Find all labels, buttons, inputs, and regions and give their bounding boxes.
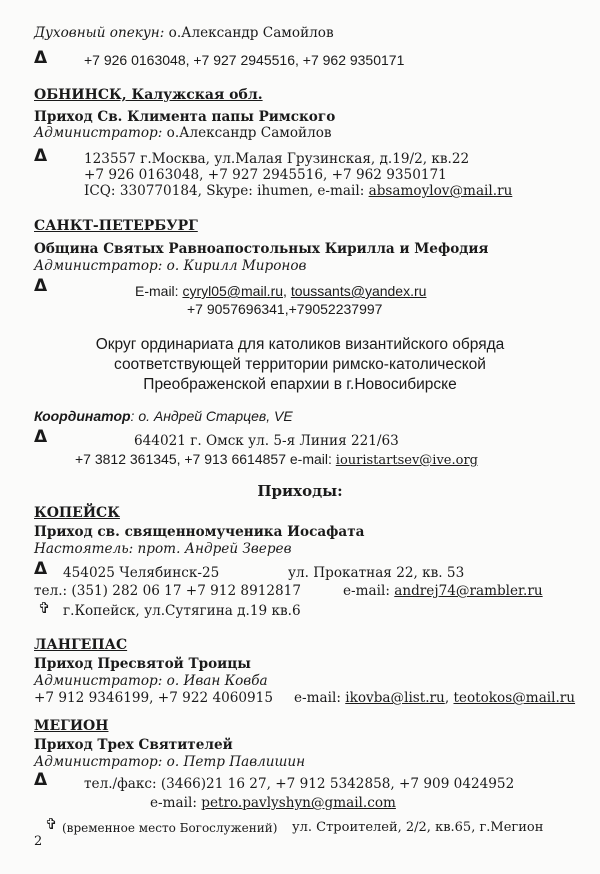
langepas-email-label: e-mail: — [294, 690, 341, 706]
megion-email-link[interactable]: petro.pavlyshyn@gmail.com — [201, 795, 396, 811]
obninsk-admin-line — [34, 125, 332, 141]
langepas-heading: ЛАНГЕПАС — [34, 637, 128, 653]
spb-admin-line: Администратор: о. Кирилл Миронов — [34, 258, 307, 274]
contact-delta-icon: Δ — [34, 276, 48, 296]
obninsk-phones: +7 926 0163048, +7 927 2945516, +7 962 9350171 — [84, 167, 447, 183]
coordinator-label: Координатор — [34, 408, 131, 424]
coordinator-email-link[interactable]: iouristartsev@ive.org — [335, 453, 478, 468]
kopeysk-email-line — [343, 583, 543, 599]
kopeysk-heading: КОПЕЙСК — [34, 505, 120, 521]
langepas-phones: +7 912 9346199, +7 922 4060915 — [34, 690, 273, 706]
church-cross-icon: ✞ — [38, 599, 51, 617]
coordinator-address: 644021 г. Омск ул. 5-я Линия 221/63 — [134, 433, 399, 449]
obninsk-heading: ОБНИНСК, Калужская обл. — [34, 87, 263, 103]
contact-delta-icon: Δ — [34, 427, 48, 447]
megion-email-label: e-mail: — [150, 795, 197, 811]
obninsk-contacts-prefix: ICQ: 330770184, Skype: ihumen, e-mail: — [84, 183, 365, 199]
obninsk-contacts — [84, 183, 512, 199]
spiritual-name: о.Александр Самойлов — [168, 25, 334, 41]
contact-delta-icon: Δ — [34, 770, 48, 790]
ordinariate-line-2: соответствующей территории римско-католической — [114, 356, 486, 373]
megion-heading: МЕГИОН — [34, 718, 109, 734]
megion-phones: тел./факс: (3466)21 16 27, +7 912 5342858, +7 909 0424952 — [84, 776, 515, 792]
coordinator-contacts — [75, 451, 478, 469]
obninsk-parish: Приход Св. Климента папы Римского — [34, 109, 336, 125]
coordinator-phones: +7 3812 361345, +7 913 6614857 — [75, 451, 286, 467]
spb-email-line — [135, 283, 426, 299]
spb-parish: Община Святых Равноапостольных Кирилла и Мефодия — [34, 241, 489, 257]
megion-parish: Приход Трех Святителей — [34, 737, 233, 753]
kopeysk-phones: тел.: (351) 282 06 17 +7 912 8912817 — [34, 583, 301, 599]
spb-email-label: E-mail: — [135, 283, 179, 299]
langepas-email1-link[interactable]: ikovba@list.ru — [345, 690, 445, 706]
page-number: 2 — [34, 834, 43, 849]
langepas-email2-link[interactable]: teotokos@mail.ru — [453, 690, 576, 706]
kopeysk-church-address: г.Копейск, ул.Сутягина д.19 кв.6 — [63, 603, 301, 619]
spb-heading: САНКТ-ПЕТЕРБУРГ — [34, 218, 198, 234]
spb-phones: +7 9057696341,+79052237997 — [187, 301, 383, 317]
spiritual-label: Духовный опекун: — [34, 25, 165, 41]
megion-temp-note: (временное место Богослужений) — [62, 821, 278, 835]
langepas-admin-line: Администратор: о. Иван Ковба — [34, 673, 268, 689]
langepas-email-separator: , — [444, 690, 450, 706]
megion-email-line — [150, 795, 396, 811]
kopeysk-parish: Приход св. священномученика Иосафата — [34, 524, 365, 540]
langepas-parish: Приход Пресвятой Троицы — [34, 656, 251, 672]
kopeysk-email-link[interactable]: andrej74@rambler.ru — [394, 583, 543, 599]
coordinator-line — [34, 408, 293, 424]
church-cross-icon: ✞ — [45, 815, 58, 833]
megion-admin-line: Администратор: о. Петр Павлишин — [34, 754, 306, 770]
kopeysk-address-1: 454025 Челябинск-25 — [63, 565, 220, 581]
parishes-heading: Приходы: — [257, 482, 343, 500]
coordinator-name: : о. Андрей Старцев, VE — [130, 408, 293, 424]
megion-temp-address: ул. Строителей, 2/2, кв.65, г.Мегион — [292, 820, 544, 835]
langepas-email-line — [294, 690, 575, 706]
ordinariate-line-3: Преображенской епархии в г.Новосибирске — [143, 376, 457, 393]
top-phones: +7 926 0163048, +7 927 2945516, +7 962 9350171 — [84, 52, 405, 68]
kopeysk-address-2: ул. Прокатная 22, кв. 53 — [288, 565, 465, 581]
kopeysk-email-label: e-mail: — [343, 583, 390, 599]
coordinator-email-label: e-mail: — [289, 451, 332, 467]
spiritual-guardian-line — [34, 25, 334, 41]
contact-delta-icon: Δ — [34, 146, 48, 166]
kopeysk-rector-line: Настоятель: прот. Андрей Зверев — [34, 541, 292, 557]
obninsk-admin-name: о.Александр Самойлов — [166, 125, 332, 141]
contact-delta-icon: Δ — [34, 559, 48, 579]
obninsk-admin-label: Администратор: — [34, 125, 163, 141]
spb-email1-link[interactable]: cyryl05@mail.ru — [182, 283, 284, 299]
obninsk-address: 123557 г.Москва, ул.Малая Грузинская, д.19/2, кв.22 — [84, 151, 470, 167]
ordinariate-line-1: Округ ординариата для католиков византийского обряда — [95, 336, 505, 353]
contact-delta-icon: Δ — [34, 48, 48, 68]
spb-email-separator: , — [283, 283, 287, 299]
obninsk-email-link[interactable]: absamoylov@mail.ru — [368, 183, 513, 199]
spb-email2-link[interactable]: toussants@yandex.ru — [290, 283, 427, 299]
